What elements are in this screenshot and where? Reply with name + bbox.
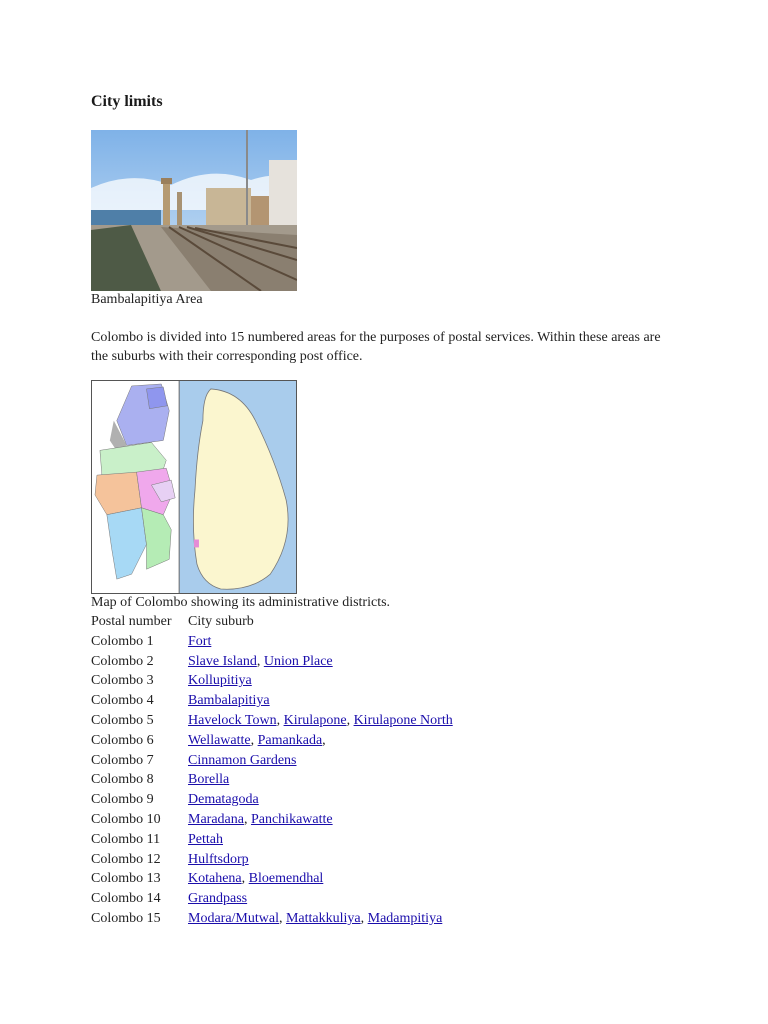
table-row [89,751,455,771]
suburb-link[interactable]: Bambalapitiya [188,693,270,709]
suburb-link[interactable]: Kirulapone [283,712,347,728]
suburb-cell [186,850,455,870]
table-row [89,830,455,850]
table-row [89,810,455,830]
postal-number-cell: Colombo 13 [91,871,161,887]
suburb-cell [186,751,455,771]
bambalapitiya-photo [91,130,297,291]
postal-number-cell: Colombo 7 [91,752,154,768]
postal-number-cell: Colombo 15 [91,910,161,926]
table-row [89,889,455,909]
suburb-link[interactable]: Madampitiya [367,910,443,926]
suburb-cell [186,889,455,909]
table-row [89,691,455,711]
suburb-link[interactable]: Cinnamon Gardens [188,752,297,768]
suburb-link[interactable]: Kotahena [188,871,242,887]
postal-number-cell: Colombo 14 [91,891,161,907]
suburb-link[interactable]: Mattakkuliya [285,910,361,926]
suburb-cell: Kotahena, Bloemendhal [188,871,324,887]
suburb-link[interactable]: Wellawatte [188,732,251,748]
suburb-link[interactable]: Bloemendhal [248,871,324,887]
table-row [89,671,455,691]
suburb-link[interactable]: Pamankada [257,732,323,748]
suburb-cell: Slave Island, Union Place [188,653,333,669]
suburb-cell [186,671,455,691]
table-row [89,632,455,652]
postal-number-cell: Colombo 6 [91,732,154,748]
section-heading: City limits [91,93,163,110]
suburb-link[interactable]: Dematagoda [188,792,259,808]
postal-number-cell: Colombo 5 [91,712,154,728]
suburb-link[interactable]: Maradana [188,811,244,827]
table-row [89,711,455,731]
suburb-link[interactable]: Hulftsdorp [188,851,249,867]
suburb-cell [186,632,455,652]
suburb-cell [186,830,455,850]
suburb-cell: Modara/Mutwal, Mattakkuliya, Madampitiya [188,910,443,926]
table-row [89,850,455,870]
header-postal-number: Postal number [91,614,172,629]
colombo-districts-map [91,380,297,594]
table-row [89,790,455,810]
photo-caption: Bambalapitiya Area [91,292,203,307]
postal-areas-table [89,612,455,929]
suburb-link[interactable]: Union Place [263,653,333,669]
postal-number-cell: Colombo 10 [91,811,161,827]
suburb-cell: Maradana, Panchikawatte [188,811,333,827]
suburb-cell [186,790,455,810]
suburb-link[interactable]: Slave Island [188,653,257,669]
suburb-link[interactable]: Panchikawatte [250,811,333,827]
postal-number-cell: Colombo 2 [91,653,154,669]
suburb-cell [186,691,455,711]
suburb-link[interactable]: Kollupitiya [188,673,252,689]
suburb-cell [186,770,455,790]
table-row [89,869,455,889]
intro-paragraph: Colombo is divided into 15 numbered areas for the purposes of postal services. Within these areas are the suburbs with their corresponding post office. [91,330,661,364]
table-row [89,652,455,672]
suburb-cell: Wellawatte, Pamankada, [188,732,326,748]
suburb-link[interactable]: Fort [188,633,212,649]
postal-number-cell: Colombo 1 [91,633,154,649]
map-caption: Map of Colombo showing its administrative districts. [91,595,391,610]
suburb-link[interactable]: Havelock Town [188,712,277,728]
postal-number-cell: Colombo 11 [91,831,161,847]
postal-number-cell: Colombo 8 [91,772,154,788]
suburb-link[interactable]: Modara/Mutwal [188,910,279,926]
postal-number-cell: Colombo 9 [91,792,154,808]
header-city-suburb: City suburb [188,614,254,629]
suburb-link[interactable]: Pettah [188,831,223,847]
table-row [89,770,455,790]
table-row [89,909,455,929]
postal-number-cell: Colombo 12 [91,851,161,867]
suburb-link[interactable]: Grandpass [188,891,248,907]
suburb-link[interactable]: Borella [188,772,230,788]
postal-number-cell: Colombo 3 [91,673,154,689]
suburb-link[interactable]: Kirulapone North [353,712,453,728]
table-header-row [89,612,455,632]
postal-number-cell: Colombo 4 [91,693,154,709]
suburb-cell: Havelock Town, Kirulapone, Kirulapone North [188,712,453,728]
table-row [89,731,455,751]
